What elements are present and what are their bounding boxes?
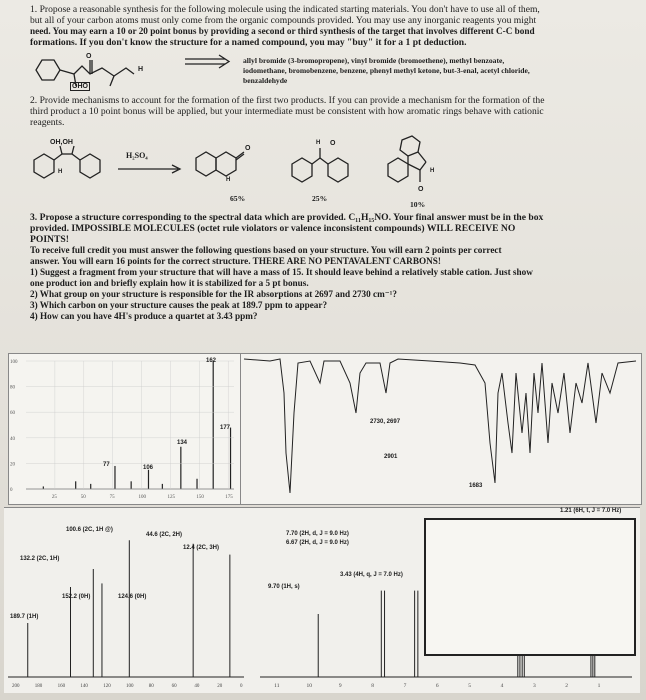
ir-label-1683: 1683 — [469, 483, 483, 489]
q2-product-2-o: O — [330, 140, 336, 147]
q2-product-3-h: H — [430, 168, 435, 174]
c13-x-tick: 60 — [171, 684, 177, 689]
ms-y-tick: 60 — [10, 411, 15, 417]
q3-line-7: one product ion and briefly explain how it is stabilized for a 5 pt bonus. — [30, 278, 309, 288]
h1-x-tick: 11 — [274, 683, 280, 689]
ms-x-tick: 175 — [225, 495, 233, 500]
c13-label-d: 132.2 (2C, 1H) — [20, 556, 60, 562]
h1-x-tick: 6 — [435, 683, 439, 689]
h1-x-tick: 7 — [403, 683, 407, 689]
ms-y-tick: 100 — [10, 360, 18, 365]
c13-x-tick: 120 — [103, 684, 111, 689]
q2-yield-3: 10% — [410, 200, 426, 209]
h1-x-tick: 1 — [597, 683, 601, 689]
h1-x-tick: 2 — [565, 683, 569, 689]
ir-label-2901: 2901 — [384, 454, 398, 460]
q1-line-3: need. You may earn a 10 or 20 point bonus by providing a second or third synthesis of the target that involves different C-C bond — [30, 26, 535, 36]
ms-y-tick: 20 — [10, 462, 15, 468]
q2-diol-h-label: H — [58, 169, 63, 175]
c13-label-f: 124.6 (0H) — [118, 594, 147, 600]
reagents-line-2: iodomethane, bromobenzene, benzene, phenyl methyl ketone, but-3-enal, acetyl chloride, — [243, 66, 530, 75]
h1-x-tick: 8 — [371, 683, 374, 689]
c13-x-tick: 40 — [194, 684, 200, 689]
q2-diol-oh-label: OH,OH — [50, 139, 73, 146]
retrosynthesis-arrow — [185, 54, 231, 70]
q3-line-6: 1) Suggest a fragment from your structure that will have a mass of 15. It should leave behind a relatively stable cation. Just show — [30, 267, 533, 277]
q2-product-2-h: H — [316, 140, 321, 146]
answer-box[interactable] — [424, 518, 636, 656]
ms-label-177: 177 — [220, 425, 231, 431]
h1-label-e: 9.70 (1H, s) — [268, 584, 300, 590]
q2-product-1-h: H — [226, 177, 231, 183]
h1-x-tick: 5 — [468, 683, 472, 689]
c13-x-tick: 80 — [148, 684, 154, 689]
h1-x-tick: 9 — [338, 683, 342, 689]
h1-label-c: 6.67 (2H, d, J = 9.0 Hz) — [286, 540, 349, 546]
h1-x-tick: 4 — [500, 683, 504, 689]
q3-line-2: provided. IMPOSSIBLE MOLECULES (octet rule violators or valence inconsistent compounds) WILL RECEIVE NO — [30, 223, 516, 234]
q3-line-10: 4) How can you have 4H's produce a quartet at 3.43 ppm? — [30, 311, 258, 321]
c13-label-e: 152.2 (0H) — [62, 594, 91, 600]
q2-reagent-h2so4: H₂SO₄ — [126, 151, 148, 160]
q2-line-2: third product a 10 point bonus will be applied, but your intermediate must be consistent with how aromatic rings behave with cationic — [30, 106, 544, 117]
ms-x-tick: 75 — [109, 495, 115, 500]
c13-x-tick: 160 — [57, 684, 66, 689]
q3-line-8: 2) What group on your structure is responsible for the IR absorptions at 2697 and 2730 cm⁻¹? — [30, 289, 397, 299]
ms-label-77: 77 — [103, 462, 110, 468]
ms-y-tick: 0 — [10, 488, 13, 493]
ms-x-tick: 50 — [80, 495, 86, 500]
q2-product-3 — [382, 134, 452, 196]
ms-x-tick: 125 — [167, 495, 175, 500]
c13-x-tick: 20 — [217, 684, 223, 689]
q1-atom-oho: OHO — [72, 83, 88, 90]
q2-product-3-o: O — [418, 186, 424, 193]
ms-y-tick: 40 — [10, 436, 15, 442]
c13-label-c: 12.4 (2C, 3H) — [183, 545, 220, 551]
c13-label-g: 189.7 (1H) — [10, 614, 39, 620]
ms-x-tick: 100 — [138, 495, 147, 500]
q2-starting-diol — [30, 140, 110, 190]
ir-spectrum-chart — [240, 353, 640, 503]
mass-spectrum-chart — [8, 353, 240, 503]
q3-line-4: To receive full credit you must answer the following questions based on your structure. You will earn 2 points per correct — [30, 245, 502, 255]
q1-line-1: 1. Propose a reasonable synthesis for the following molecule using the indicated starting materials. You don't have to use all of them, — [30, 4, 540, 15]
q1-target-molecule — [30, 52, 180, 92]
q1-line-4: formations. If you don't know the structure for a named compound, you may "buy" it for a 1 pt deduction. — [30, 37, 467, 48]
q2-line-1: 2. Provide mechanisms to account for the formation of the first two products. If you can provide a mechanism for the formation of the — [30, 95, 545, 106]
q3-line-9: 3) Which carbon on your structure causes the peak at 189.7 ppm to appear? — [30, 300, 328, 310]
c13-x-tick: 0 — [240, 684, 243, 689]
q1-atom-o: O — [86, 53, 92, 60]
h1-x-tick: 10 — [306, 683, 313, 689]
reagents-line-3: benzaldehyde — [243, 76, 288, 85]
q2-product-1-o: O — [245, 145, 251, 152]
c13-x-tick: 140 — [80, 684, 88, 689]
c13-x-tick: 200 — [12, 684, 20, 689]
q2-product-2 — [288, 138, 368, 188]
q1-line-2: but all of your carbon atoms must only come from the organic compounds provided. You may use any inorganic reagents you might — [30, 15, 537, 26]
q3-line-5: answer. You will earn 16 points for the correct structure. THERE ARE NO PENTAVALENT CARBONS! — [30, 256, 441, 266]
ms-label-162: 162 — [206, 358, 217, 364]
q2-reaction-arrow — [118, 164, 184, 174]
h1-label-a: 1.21 (6H, t, J = 7.0 Hz) — [560, 508, 622, 514]
ms-label-134: 134 — [177, 440, 188, 446]
q1-atom-h: H — [138, 66, 144, 73]
ms-label-106: 106 — [143, 465, 154, 471]
h1-label-b: 7.70 (2H, d, J = 9.0 Hz) — [286, 531, 349, 537]
q2-yield-1: 65% — [230, 194, 246, 203]
c13-label-a: 100.6 (2C, 1H @) — [66, 527, 113, 533]
c13-label-b: 44.6 (2C, 2H) — [146, 532, 183, 538]
ir-label-2730-2697: 2730, 2697 — [370, 419, 401, 425]
c13-x-tick: 100 — [126, 684, 134, 689]
h1-x-tick: 3 — [532, 683, 536, 689]
reagents-line-1: allyl bromide (3-bromopropene), vinyl bromide (bromoethene), methyl benzoate, — [243, 56, 505, 65]
q3-line-1: 3. Propose a structure corresponding to the spectral data which are provided. C₁₁H₁₅NO. Your final answer must be in the box — [30, 212, 544, 223]
c13-x-tick: 180 — [34, 684, 43, 689]
ms-x-tick: 150 — [196, 495, 204, 500]
q2-yield-2: 25% — [312, 194, 328, 203]
ms-y-tick: 80 — [10, 385, 15, 391]
q2-line-3: reagents. — [30, 117, 65, 128]
h1-label-d: 3.43 (4H, q, J = 7.0 Hz) — [340, 572, 403, 578]
ms-x-tick: 25 — [51, 495, 57, 500]
q3-line-3: POINTS! — [30, 234, 69, 245]
